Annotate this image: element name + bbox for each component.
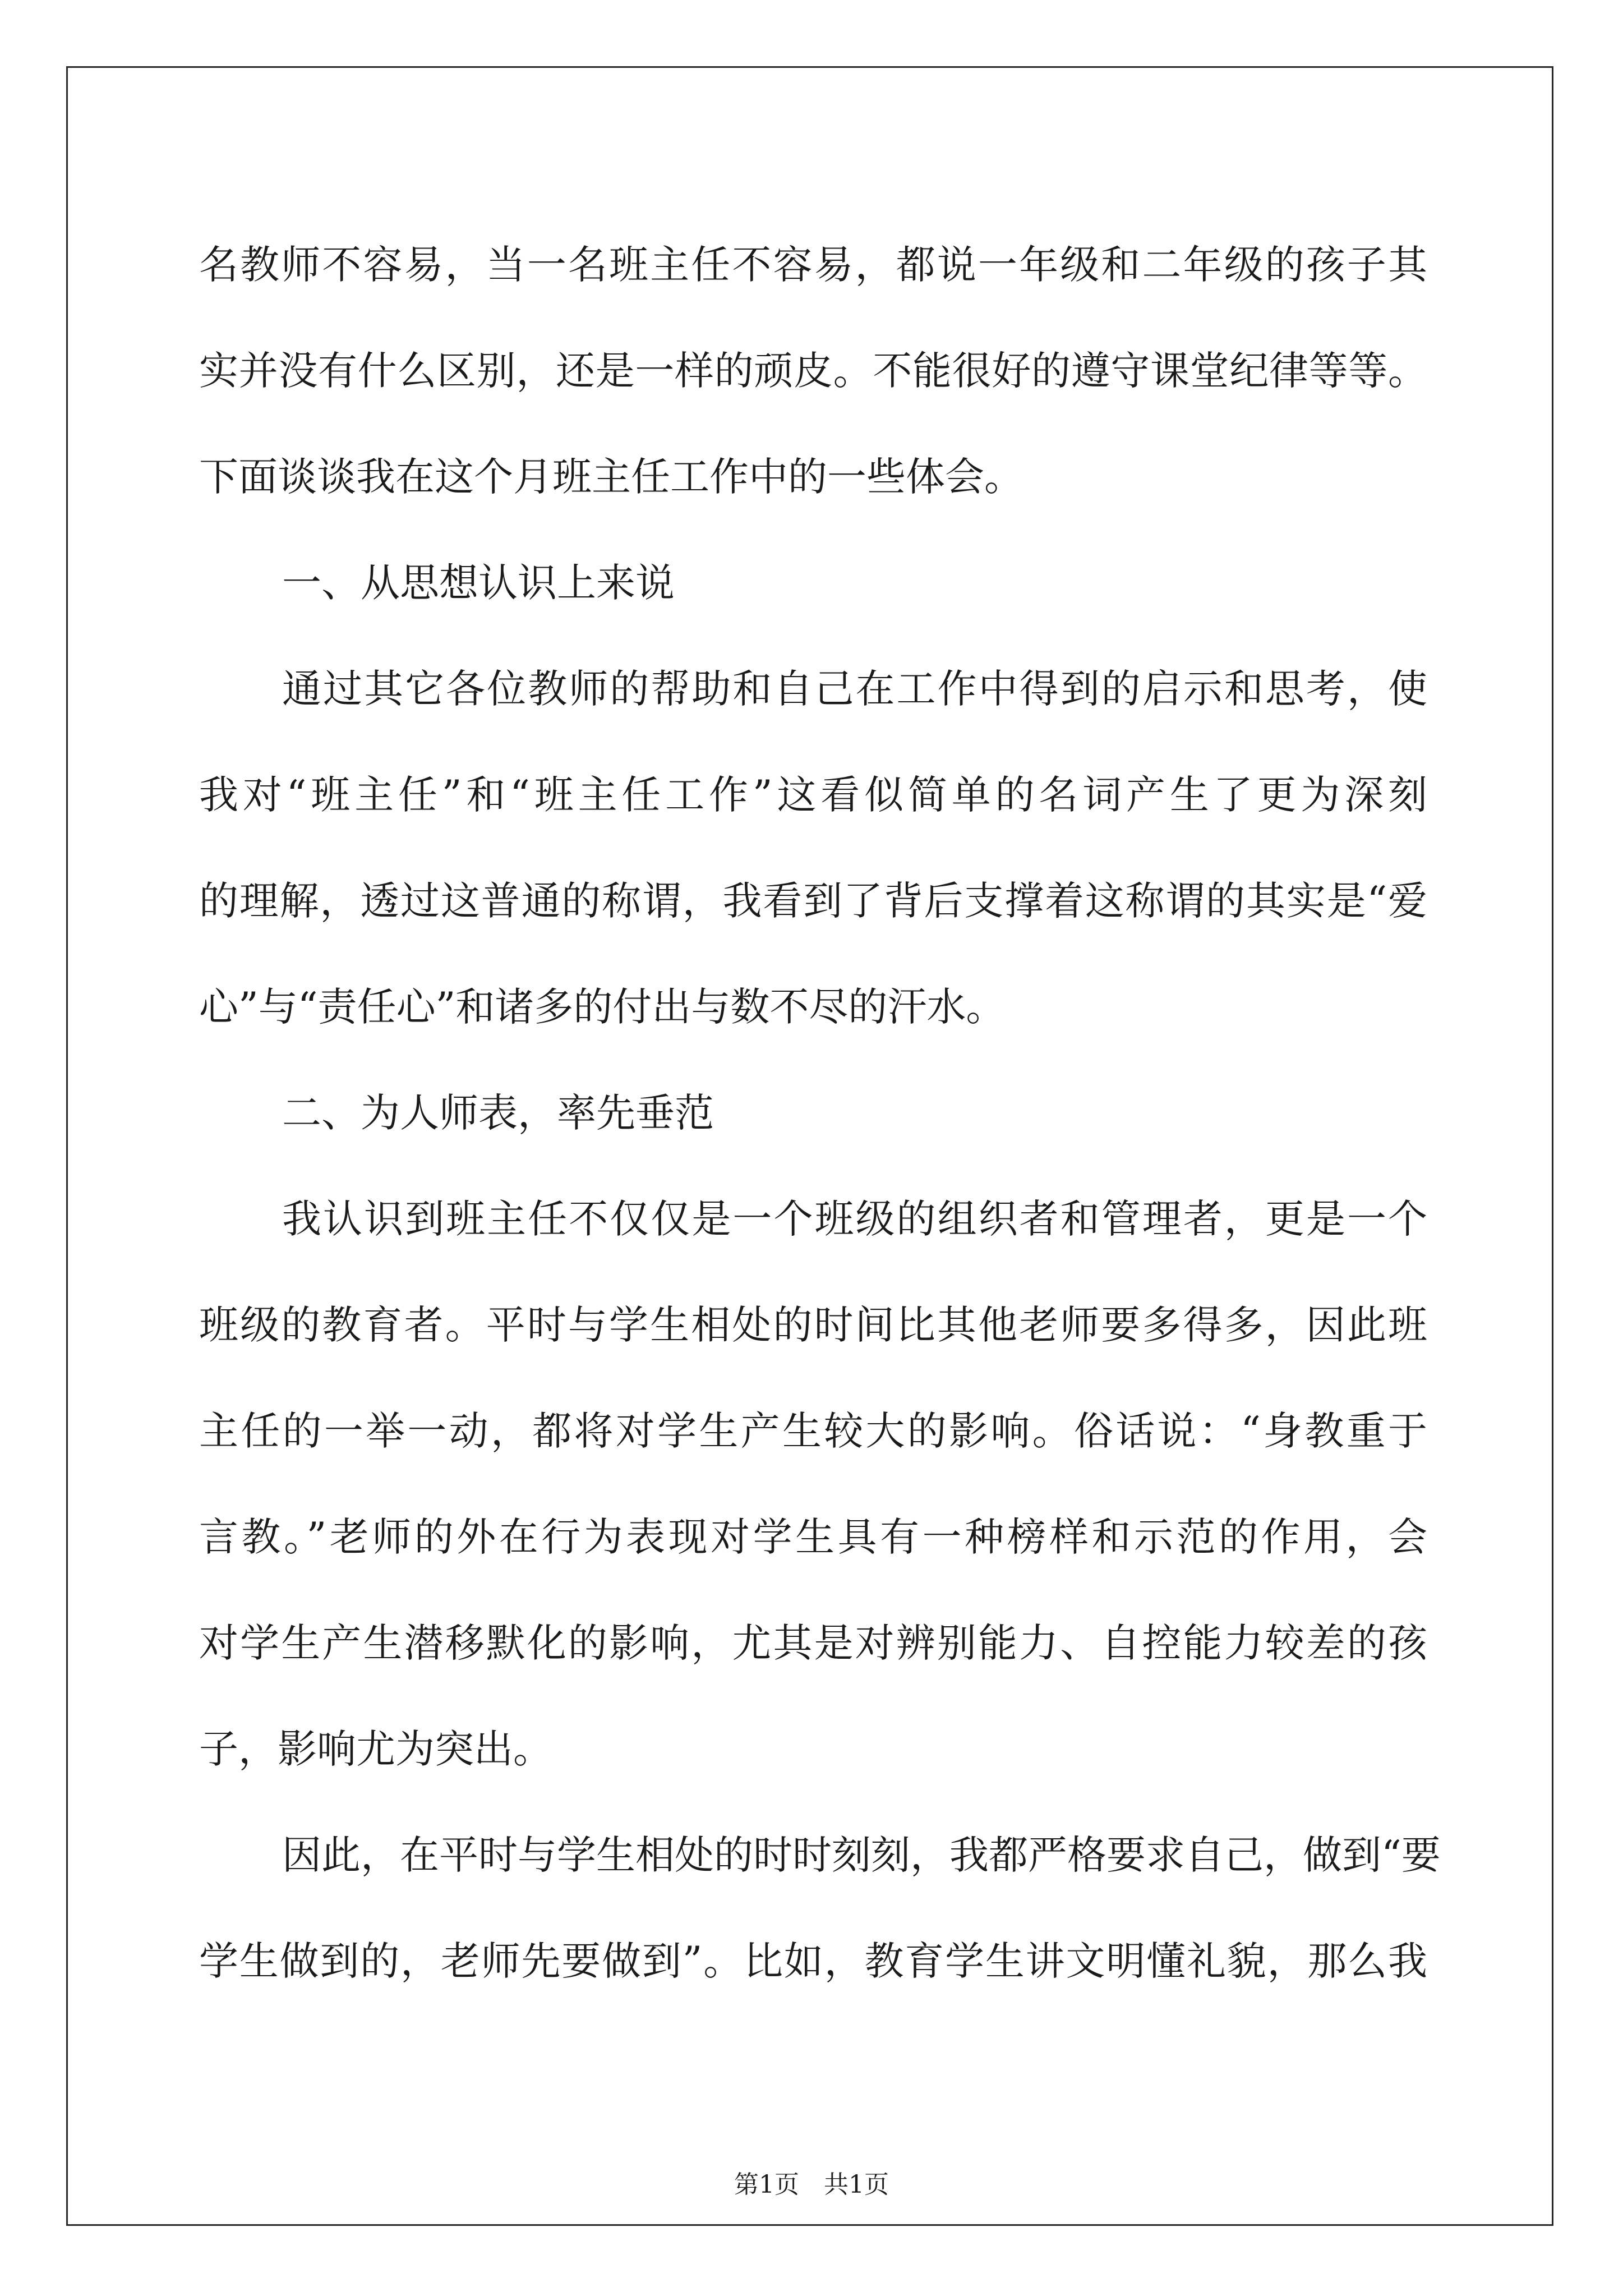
body-line: 通过其它各位教师的帮助和自己在工作中得到的启示和思考，使 bbox=[282, 666, 1427, 712]
page-number-footer: 第1页 共1页 bbox=[734, 2170, 889, 2199]
body-line: 主任的一举一动，都将对学生产生较大的影响。俗话说：“身教重于 bbox=[199, 1408, 1427, 1454]
body-line: 实并没有什么区别，还是一样的顽皮。不能很好的遵守课堂纪律等等。 bbox=[199, 348, 1427, 394]
body-line: 名教师不容易，当一名班主任不容易，都说一年级和二年级的孩子其 bbox=[199, 242, 1427, 288]
section-heading: 二、为人师表，率先垂范 bbox=[282, 1090, 714, 1136]
body-line: 下面谈谈我在这个月班主任工作中的一些体会。 bbox=[199, 454, 1023, 500]
body-line: 心”与“责任心”和诸多的付出与数不尽的汗水。 bbox=[199, 984, 1006, 1030]
body-line: 对学生产生潜移默化的影响，尤其是对辨别能力、自控能力较差的孩 bbox=[199, 1620, 1427, 1666]
body-line: 我认识到班主任不仅仅是一个班级的组织者和管理者，更是一个 bbox=[282, 1196, 1427, 1242]
body-line: 学生做到的，老师先要做到”。比如，教育学生讲文明懂礼貌，那么我 bbox=[199, 1938, 1427, 1984]
body-line: 我对“班主任”和“班主任工作”这看似简单的名词产生了更为深刻 bbox=[199, 772, 1427, 818]
body-line: 言教。”老师的外在行为表现对学生具有一种榜样和示范的作用，会 bbox=[199, 1514, 1427, 1560]
body-line: 的理解，透过这普通的称谓，我看到了背后支撑着这称谓的其实是“爱 bbox=[199, 878, 1427, 924]
section-heading: 一、从思想认识上来说 bbox=[282, 560, 675, 606]
body-line: 班级的教育者。平时与学生相处的时间比其他老师要多得多，因此班 bbox=[199, 1302, 1427, 1348]
body-line: 因此，在平时与学生相处的时时刻刻，我都严格要求自己，做到“要 bbox=[282, 1832, 1441, 1878]
document-body bbox=[199, 212, 1441, 2014]
body-line: 子，影响尤为突出。 bbox=[199, 1726, 552, 1772]
